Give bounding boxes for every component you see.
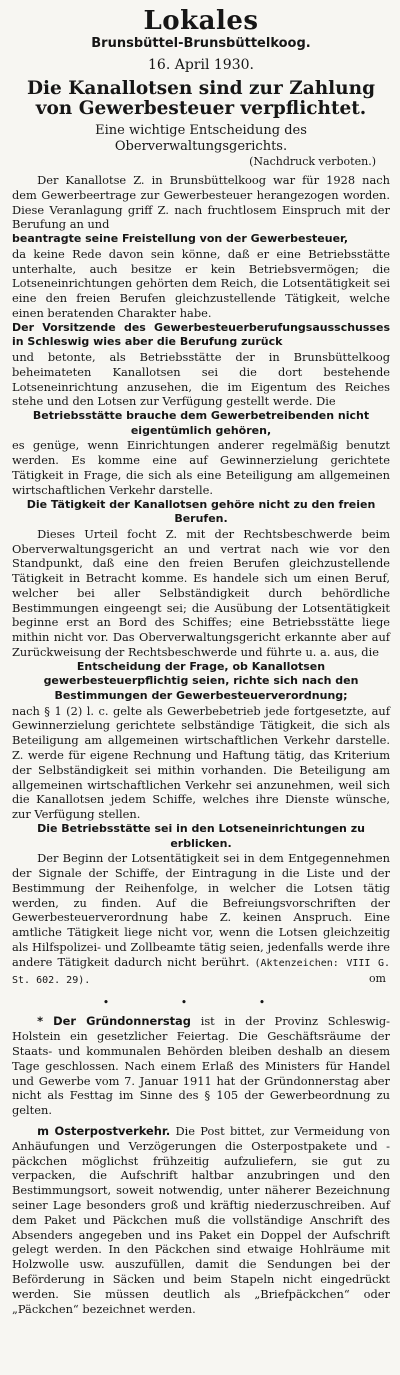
note-text: Die Post bittet, zur Vermeidung von Anhäufungen und Verzögerungen die Osterpostpakete und -päckchen möglichst frühzeitig aufzuliefern, sie gut zu verpacken, die Aufschrift haltbar anzubringen und den Bestimmungsort, soweit notwendig, unter näherer Bezeichnung seiner Lage besonders groß und kräftig niederzuschreiben. Auf dem Paket und Päckchen muß die vollständige Anschrift des Absenders angegeben und ins Paket ein Doppel der Aufschrift gelegt werden. In den Päckchen sind etwaige Hohlräume mit Holzwolle usw. auszufüllen, damit die Sendungen bei der Beförderung in Säcken und beim Stapeln nicht eingedrückt werden. Sie müssen deutlich als „Briefpäckchen“ oder „Päckchen“ bezeichnet werden. <box>12 1123 390 1316</box>
headline-line-1: Die Kanallotsen sind zur Zahlung <box>26 78 376 99</box>
masthead <box>12 6 390 75</box>
article-paragraph <box>12 851 390 988</box>
article-paragraph: Der Kanallotse Z. in Brunsbüttelkoog war für 1928 nach dem Gewerbeertrage zur Gewerbesteuer herangezogen worden. Diese Veranlagung griff Z. nach fruchtlosem Einspruch mit der Berufung an und <box>12 173 390 232</box>
article-paragraph: und betonte, als Betriebsstätte der in Brunsbüttelkoog beheimateten Kanallotsen sei die dort bestehende Lotseneinrichtung anzusehen, die im Eigentum des Reiches stehe und den Lotsen zur Verfügung gestellt werde. Die <box>12 349 390 409</box>
article-paragraph: Dieses Urteil focht Z. mit der Rechtsbeschwerde beim Oberverwaltungsgericht an und vertrat nach wie vor den Standpunkt, daß eine den freien Berufen gleichzustellende Tätigkeit in Betracht komme. Es handele sich um einen Beruf, welcher bei aller Selbständigkeit durch behördliche Bestimmungen eingeengt sei; die Ausübung der Lotsentätigkeit beginne erst an Bord des Schiffes; eine Betriebsstätte liege mithin nicht vor. Das Oberverwaltungsgericht erkannte aber auf Zurückweisung der Rechtsbeschwerde und führte u. a. aus, die <box>12 526 390 660</box>
note-text: ist in der Provinz Schleswig-Holstein ein gesetzlicher Feiertag. Die Geschäftsräume der Staats- und kommunalen Behörden bleiben deshalb an diesem Tage geschlossen. Nach einem Erlaß des Ministers für Handel und Gewerbe vom 7. Januar 1911 hat der Gründonnerstag aber nicht als Festtag im Sinne des § 105 der Gewerbeordnung zu gelten. <box>12 1014 391 1118</box>
section-title: Lokales <box>143 6 259 36</box>
article-paragraph: da keine Rede davon sein könne, daß er eine Betriebsstätte unterhalte, auch besitze er kein Betriebsvermögen; die Lotseneinrichtungen gehörten dem Reich, die Lotsentätigkeit sei eine den freien Berufen gleichzustellende Tätigkeit, welche einen beratenden Charakter habe. <box>12 246 390 320</box>
note-item <box>12 1014 390 1118</box>
note-item <box>12 1124 390 1316</box>
reprint-note: (Nachdruck verboten.) <box>249 155 376 168</box>
headline-line-2: von Gewerbesteuer verpflichtet. <box>35 98 367 119</box>
place-line: Brunsbüttel-Brunsbüttelkoog. <box>91 36 311 51</box>
article-paragraph-text: Der Beginn der Lotsentätigkeit sei in dem Entgegennehmen der Signale der Schiffe, der Eintragung in die Liste und der Bestimmung der Reihenfolge, in welcher die Lotsen tätig werden, zu finden. Auf die Befreiungsvorschriften der Gewerbesteuerverordnung habe Z. keinen Anspruch. Eine amtliche Tätigkeit liege nicht vor, wenn die Lotsen gleichzeitig als Hilfspolizei- und Zollbeamte tätig seien, jedenfalls werde ihre andere Tätigkeit dadurch nicht berührt. <box>12 851 390 969</box>
article-emphasis: Die Tätigkeit der Kanallotsen gehöre nicht zu den freien Berufen. <box>26 497 376 526</box>
author-signature: om <box>368 971 386 985</box>
article-emphasis: beantragte seine Freistellung von der Gewerbesteuer, <box>12 232 349 246</box>
article-emphasis: Entscheidung der Frage, ob Kanallotsen gewerbesteuerpflichtig seien, richte sich nach den Bestimmungen der Gewerbesteuerverordnung; <box>43 659 359 703</box>
article-paragraph: es genüge, wenn Einrichtungen anderer regelmäßig benutzt werden. Es komme eine auf Gewinnerzielung gerichtete Tätigkeit in Frage, die sich als eine Beteiligung am allgemeinen wirtschaftlichen Verkehr darstelle. <box>12 438 390 497</box>
note-lead: m Osterpostverkehr. <box>37 1123 171 1138</box>
article-subhead: Eine wichtige Entscheidung des Oberverwaltungsgerichts. <box>95 123 307 154</box>
date-line: 16. April 1930. <box>148 57 254 73</box>
article-body <box>12 173 390 988</box>
section-separator: • • • <box>102 996 300 1010</box>
article-emphasis: Der Vorsitzende des Gewerbesteuerberufungsausschusses in Schleswig wies aber die Berufung zurück <box>12 320 390 349</box>
article-paragraph: nach § 1 (2) l. c. gelte als Gewerbebetrieb jede fortgesetzte, auf Gewinnerzielung gerichtete selbständige Tätigkeit, die sich als Beteiligung am allgemeinen wirtschaftlichen Verkehr darstelle. Z. werde für eigene Rechnung und Haftung tätig, das Kriterium der Selbständigkeit sei mithin vorhanden. Die Beteiligung am allgemeinen wirtschaftlichen Verkehr sei anzunehmen, weil sich die Kanallotsen jedem Schiffe, welches ihre Dienste wünsche, zur Verfügung stellen. <box>12 703 390 822</box>
article-emphasis: Die Betriebsstätte sei in den Lotseneinrichtungen zu erblicken. <box>37 822 365 850</box>
local-notes <box>12 1014 390 1316</box>
article-headline <box>12 79 390 119</box>
file-reference: (Aktenzeichen: VIII G. St. 602. 29). <box>12 957 390 986</box>
article-emphasis: Betriebsstätte brauche dem Gewerbetreibenden nicht eigentümlich gehören, <box>32 409 370 437</box>
note-lead: * Der Gründonnerstag <box>37 1014 191 1029</box>
